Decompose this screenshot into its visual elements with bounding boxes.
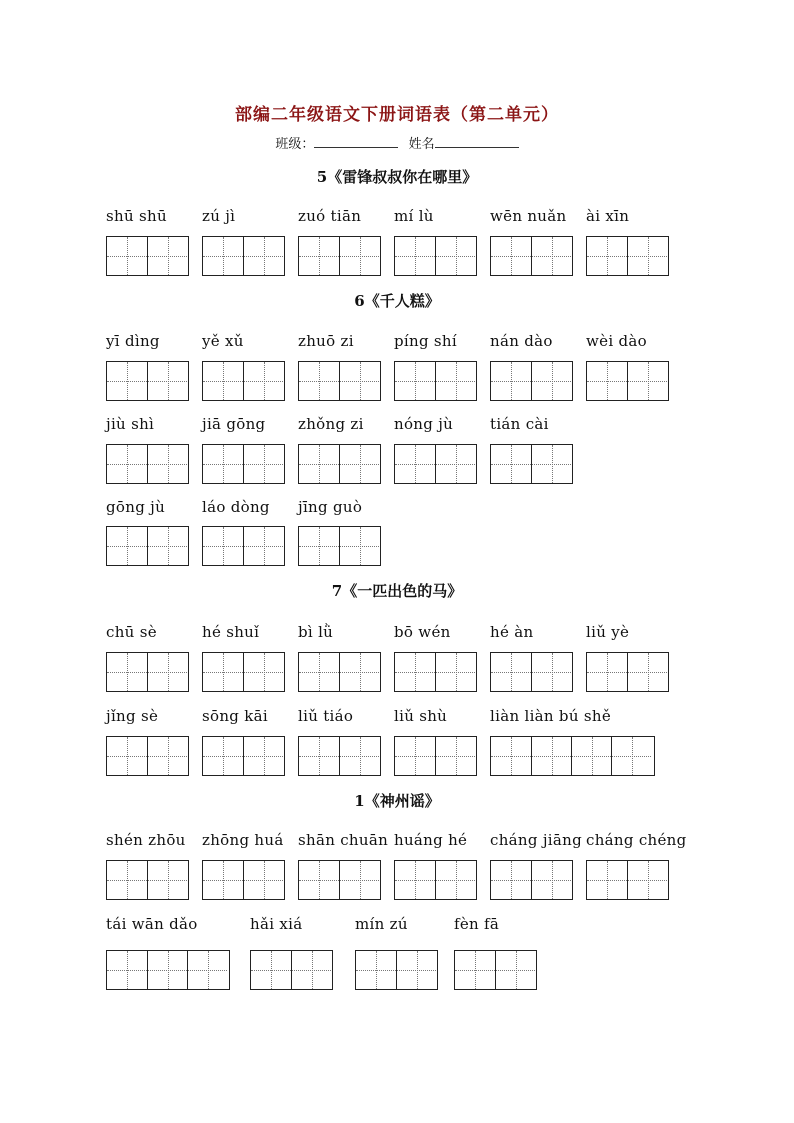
pinyin-label: zú jì — [202, 207, 236, 225]
tianzige-cell[interactable] — [491, 445, 531, 483]
pinyin-label: cháng jiāng — [490, 831, 582, 849]
pinyin-label: bō wén — [394, 623, 451, 641]
tianzige-cell[interactable] — [243, 653, 283, 691]
pinyin-label: shén zhōu — [106, 831, 186, 849]
pinyin-label: zhuō zi — [298, 332, 354, 350]
writing-grid[interactable] — [106, 652, 189, 692]
writing-grid[interactable] — [490, 736, 655, 776]
writing-grid[interactable] — [490, 860, 573, 900]
tianzige-cell[interactable] — [627, 653, 667, 691]
tianzige-cell[interactable] — [203, 362, 243, 400]
tianzige-cell[interactable] — [339, 362, 379, 400]
tianzige-cell[interactable] — [491, 237, 531, 275]
tianzige-cell[interactable] — [299, 527, 339, 565]
tianzige-cell[interactable] — [147, 362, 187, 400]
pinyin-label: láo dòng — [202, 498, 270, 516]
pinyin-label: zuó tiān — [298, 207, 362, 225]
writing-grid[interactable] — [298, 236, 381, 276]
tianzige-cell[interactable] — [107, 527, 147, 565]
pinyin-label: liǔ tiáo — [298, 707, 354, 725]
tianzige-cell[interactable] — [531, 653, 571, 691]
lesson-heading: 5《雷锋叔叔你在哪里》 — [316, 168, 478, 186]
tianzige-cell[interactable] — [395, 362, 435, 400]
pinyin-label: shū shū — [106, 207, 167, 225]
writing-grid[interactable] — [298, 736, 381, 776]
tianzige-cell[interactable] — [435, 861, 475, 899]
tianzige-cell[interactable] — [299, 861, 339, 899]
writing-grid[interactable] — [586, 860, 669, 900]
writing-grid[interactable] — [394, 652, 477, 692]
tianzige-cell[interactable] — [339, 237, 379, 275]
tianzige-cell[interactable] — [291, 951, 331, 989]
pinyin-label: mí lù — [394, 207, 434, 225]
tianzige-cell[interactable] — [339, 527, 379, 565]
tianzige-cell[interactable] — [356, 951, 396, 989]
writing-grid[interactable] — [106, 950, 230, 990]
writing-grid[interactable] — [202, 361, 285, 401]
pinyin-label: nóng jù — [394, 415, 454, 433]
writing-grid[interactable] — [490, 236, 573, 276]
tianzige-cell[interactable] — [299, 362, 339, 400]
pinyin-label: yě xǔ — [202, 332, 244, 350]
writing-grid[interactable] — [298, 860, 381, 900]
pinyin-label: gōng jù — [106, 498, 166, 516]
tianzige-cell[interactable] — [187, 951, 227, 989]
tianzige-cell[interactable] — [435, 445, 475, 483]
writing-grid[interactable] — [202, 736, 285, 776]
writing-grid[interactable] — [586, 361, 669, 401]
tianzige-cell[interactable] — [107, 861, 147, 899]
lesson-heading: 1《神州谣》 — [354, 792, 440, 810]
lesson-heading: 6《千人糕》 — [354, 292, 440, 310]
pinyin-label: bì lǜ — [298, 623, 334, 641]
tianzige-cell[interactable] — [587, 861, 627, 899]
pinyin-label: cháng chéng — [586, 831, 687, 849]
writing-grid[interactable] — [202, 526, 285, 566]
tianzige-cell[interactable] — [203, 445, 243, 483]
writing-grid[interactable] — [106, 444, 189, 484]
tianzige-cell[interactable] — [243, 445, 283, 483]
tianzige-cell[interactable] — [203, 527, 243, 565]
tianzige-cell[interactable] — [395, 737, 435, 775]
pinyin-label: nán dào — [490, 332, 553, 350]
tianzige-cell[interactable] — [147, 861, 187, 899]
writing-grid[interactable] — [298, 526, 381, 566]
tianzige-cell[interactable] — [299, 445, 339, 483]
tianzige-cell[interactable] — [339, 861, 379, 899]
pinyin-label: hǎi xiá — [250, 915, 303, 933]
tianzige-cell[interactable] — [299, 653, 339, 691]
tianzige-cell[interactable] — [107, 951, 147, 989]
tianzige-cell[interactable] — [147, 527, 187, 565]
tianzige-cell[interactable] — [531, 362, 571, 400]
tianzige-cell[interactable] — [107, 737, 147, 775]
writing-grid[interactable] — [202, 444, 285, 484]
pinyin-label: huáng hé — [394, 831, 468, 849]
writing-grid[interactable] — [202, 860, 285, 900]
pinyin-label: liàn liàn bú shě — [490, 707, 611, 725]
tianzige-cell[interactable] — [243, 362, 283, 400]
pinyin-label: zhǒng zi — [298, 415, 364, 433]
tianzige-cell[interactable] — [147, 737, 187, 775]
tianzige-cell[interactable] — [203, 653, 243, 691]
pinyin-label: píng shí — [394, 332, 457, 350]
tianzige-cell[interactable] — [627, 237, 667, 275]
pinyin-label: tái wān dǎo — [106, 915, 198, 933]
tianzige-cell[interactable] — [531, 737, 571, 775]
writing-grid[interactable] — [394, 361, 477, 401]
writing-grid[interactable] — [106, 860, 189, 900]
writing-grid[interactable] — [394, 236, 477, 276]
tianzige-cell[interactable] — [587, 237, 627, 275]
tianzige-cell[interactable] — [251, 951, 291, 989]
writing-grid[interactable] — [586, 236, 669, 276]
writing-grid[interactable] — [106, 361, 189, 401]
tianzige-cell[interactable] — [531, 861, 571, 899]
tianzige-cell[interactable] — [339, 445, 379, 483]
tianzige-cell[interactable] — [495, 951, 535, 989]
pinyin-label: zhōng huá — [202, 831, 284, 849]
worksheet-title: 部编二年级语文下册词语表（第二单元） — [235, 105, 559, 125]
tianzige-cell[interactable] — [435, 737, 475, 775]
tianzige-cell[interactable] — [611, 737, 651, 775]
tianzige-cell[interactable] — [627, 362, 667, 400]
writing-grid[interactable] — [298, 444, 381, 484]
tianzige-cell[interactable] — [491, 362, 531, 400]
tianzige-cell[interactable] — [395, 653, 435, 691]
tianzige-cell[interactable] — [571, 737, 611, 775]
tianzige-cell[interactable] — [203, 861, 243, 899]
tianzige-cell[interactable] — [395, 861, 435, 899]
tianzige-cell[interactable] — [203, 237, 243, 275]
tianzige-cell[interactable] — [299, 737, 339, 775]
writing-grid[interactable] — [250, 950, 333, 990]
pinyin-label: wèi dào — [586, 332, 647, 350]
writing-grid[interactable] — [298, 361, 381, 401]
tianzige-cell[interactable] — [491, 861, 531, 899]
pinyin-label: fèn fā — [454, 915, 500, 933]
pinyin-label: mín zú — [355, 915, 408, 933]
class-blank[interactable] — [314, 135, 398, 148]
pinyin-label: jiù shì — [106, 415, 155, 433]
tianzige-cell[interactable] — [395, 237, 435, 275]
writing-grid[interactable] — [394, 444, 477, 484]
tianzige-cell[interactable] — [203, 737, 243, 775]
tianzige-cell[interactable] — [299, 237, 339, 275]
pinyin-label: ài xīn — [586, 207, 630, 225]
writing-grid[interactable] — [106, 736, 189, 776]
pinyin-label: wēn nuǎn — [490, 207, 567, 225]
tianzige-cell[interactable] — [147, 653, 187, 691]
tianzige-cell[interactable] — [531, 237, 571, 275]
name-label: 姓名 — [408, 137, 435, 152]
student-info — [0, 133, 794, 152]
pinyin-label: chū sè — [106, 623, 157, 641]
pinyin-label: tián cài — [490, 415, 549, 433]
pinyin-label: hé shuǐ — [202, 623, 260, 641]
tianzige-cell[interactable] — [395, 445, 435, 483]
tianzige-cell[interactable] — [243, 527, 283, 565]
tianzige-cell[interactable] — [531, 445, 571, 483]
writing-grid[interactable] — [355, 950, 438, 990]
tianzige-cell[interactable] — [107, 362, 147, 400]
lesson-heading: 7《一匹出色的马》 — [331, 582, 463, 600]
tianzige-cell[interactable] — [243, 237, 283, 275]
tianzige-cell[interactable] — [491, 653, 531, 691]
tianzige-cell[interactable] — [435, 653, 475, 691]
pinyin-label: jǐng sè — [106, 707, 159, 725]
pinyin-label: sōng kāi — [202, 707, 268, 725]
writing-grid[interactable] — [454, 950, 537, 990]
writing-grid[interactable] — [106, 236, 189, 276]
tianzige-cell[interactable] — [587, 362, 627, 400]
tianzige-cell[interactable] — [491, 737, 531, 775]
writing-grid[interactable] — [106, 526, 189, 566]
tianzige-cell[interactable] — [455, 951, 495, 989]
tianzige-cell[interactable] — [147, 445, 187, 483]
tianzige-cell[interactable] — [147, 237, 187, 275]
tianzige-cell[interactable] — [243, 737, 283, 775]
pinyin-label: liǔ yè — [586, 623, 630, 641]
writing-grid[interactable] — [490, 361, 573, 401]
tianzige-cell[interactable] — [339, 737, 379, 775]
tianzige-cell[interactable] — [243, 861, 283, 899]
tianzige-cell[interactable] — [587, 653, 627, 691]
tianzige-cell[interactable] — [627, 861, 667, 899]
pinyin-label: shān chuān — [298, 831, 389, 849]
pinyin-label: yī dìng — [106, 332, 160, 350]
tianzige-cell[interactable] — [339, 653, 379, 691]
writing-grid[interactable] — [298, 652, 381, 692]
tianzige-cell[interactable] — [107, 445, 147, 483]
writing-grid[interactable] — [202, 652, 285, 692]
pinyin-label: hé àn — [490, 623, 534, 641]
class-label: 班级： — [275, 137, 315, 152]
writing-grid[interactable] — [394, 736, 477, 776]
writing-grid[interactable] — [490, 652, 573, 692]
tianzige-cell[interactable] — [396, 951, 436, 989]
writing-grid[interactable] — [394, 860, 477, 900]
tianzige-cell[interactable] — [147, 951, 187, 989]
name-blank[interactable] — [435, 135, 519, 148]
tianzige-cell[interactable] — [107, 237, 147, 275]
pinyin-label: liǔ shù — [394, 707, 448, 725]
tianzige-cell[interactable] — [107, 653, 147, 691]
writing-grid[interactable] — [490, 444, 573, 484]
pinyin-label: jiā gōng — [202, 415, 266, 433]
tianzige-cell[interactable] — [435, 237, 475, 275]
writing-grid[interactable] — [586, 652, 669, 692]
writing-grid[interactable] — [202, 236, 285, 276]
tianzige-cell[interactable] — [435, 362, 475, 400]
pinyin-label: jīng guò — [298, 498, 363, 516]
